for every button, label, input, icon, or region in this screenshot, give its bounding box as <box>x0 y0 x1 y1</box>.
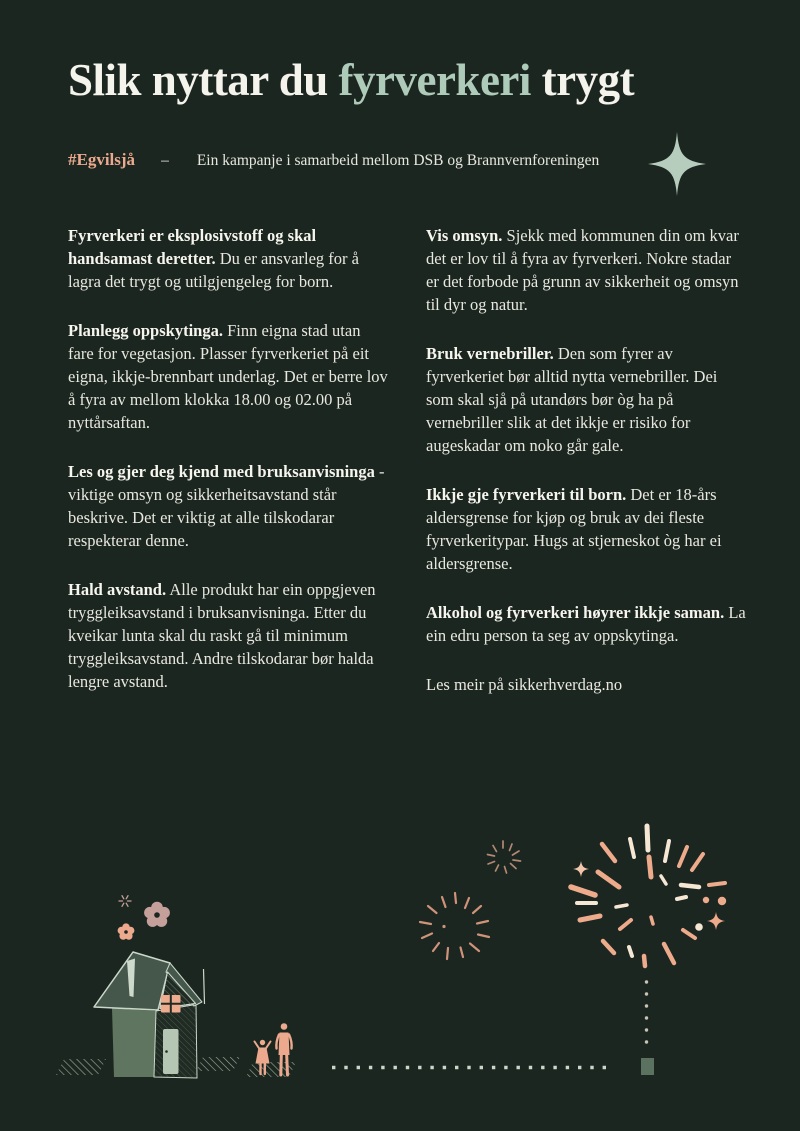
title-highlight: fyrverkeri <box>338 55 531 105</box>
page-title <box>68 54 768 106</box>
column-left <box>68 224 390 722</box>
safety-paragraph-storage: Fyrverkeri er eksplosivstoff og skal handsamast deretter. Du er ansvarleg for å lagra det trygt og utilgjengeleg for born. <box>68 226 359 291</box>
safety-paragraph-instructions: Les og gjer deg kjend med bruksanvisninga - viktige omsyn og sikkerheitsavstand står beskrive. Det er viktig at alle tilskodarar respekterar denne. <box>68 462 385 550</box>
safety-paragraph-consideration: Vis omsyn. Sjekk med kommunen din om kvar det er lov til å fyra av fyrverkeri. Nokre stadar er det forbode på grunn av sikkerheit og omsyn til dyr og natur. <box>426 226 739 314</box>
title-pre: Slik nyttar du <box>68 55 339 105</box>
safety-paragraph-children: Ikkje gje fyrverkeri til born. Det er 18-års aldersgrense for kjøp og bruk av dei fleste fyrverkeritypar. Hugs at stjerneskot òg har ei aldersgrense. <box>426 485 722 573</box>
campaign-tagline <box>68 150 599 170</box>
safety-paragraph-alcohol: Alkohol og fyrverkeri høyrer ikkje saman. La ein edru person ta seg av oppskytinga. <box>426 603 746 645</box>
safety-paragraph-distance: Hald avstand. Alle produkt har ein oppgjeven tryggleiksavstand i bruksanvisninga. Etter du kveikar lunta skal du raskt gå til minimum tryggleiksavstand. Andre tilskodarar bør halda lengre avstand. <box>68 580 376 691</box>
safety-paragraph-planning: Planlegg oppskytinga. Finn eigna stad utan fare for vegetasjon. Plasser fyrverkeriet på eit eigna, ikkje-brennbart underlag. Det er berre lov å fyra av mellom klokka 18.00 og 02.00 på nyttårsaftan. <box>68 321 388 432</box>
safety-columns <box>68 224 748 722</box>
title-post: trygt <box>530 55 635 105</box>
tagline-separator: – <box>161 152 169 169</box>
campaign-text: Ein kampanje i samarbeid mellom DSB og Brannvernforeningen <box>196 152 600 169</box>
campaign-hashtag: #Egvilsjå <box>68 150 136 169</box>
column-right <box>426 224 748 722</box>
safety-paragraph-goggles: Bruk vernebriller. Den som fyrer av fyrverkeriet bør alltid nytta vernebriller. Dei som skal sjå på utandørs bør òg ha på vernebriller slik at det ikkje er risiko for augeskadar om noko går gale. <box>426 344 718 455</box>
more-info-text: Les meir på sikkerhverdag.no <box>426 675 623 694</box>
